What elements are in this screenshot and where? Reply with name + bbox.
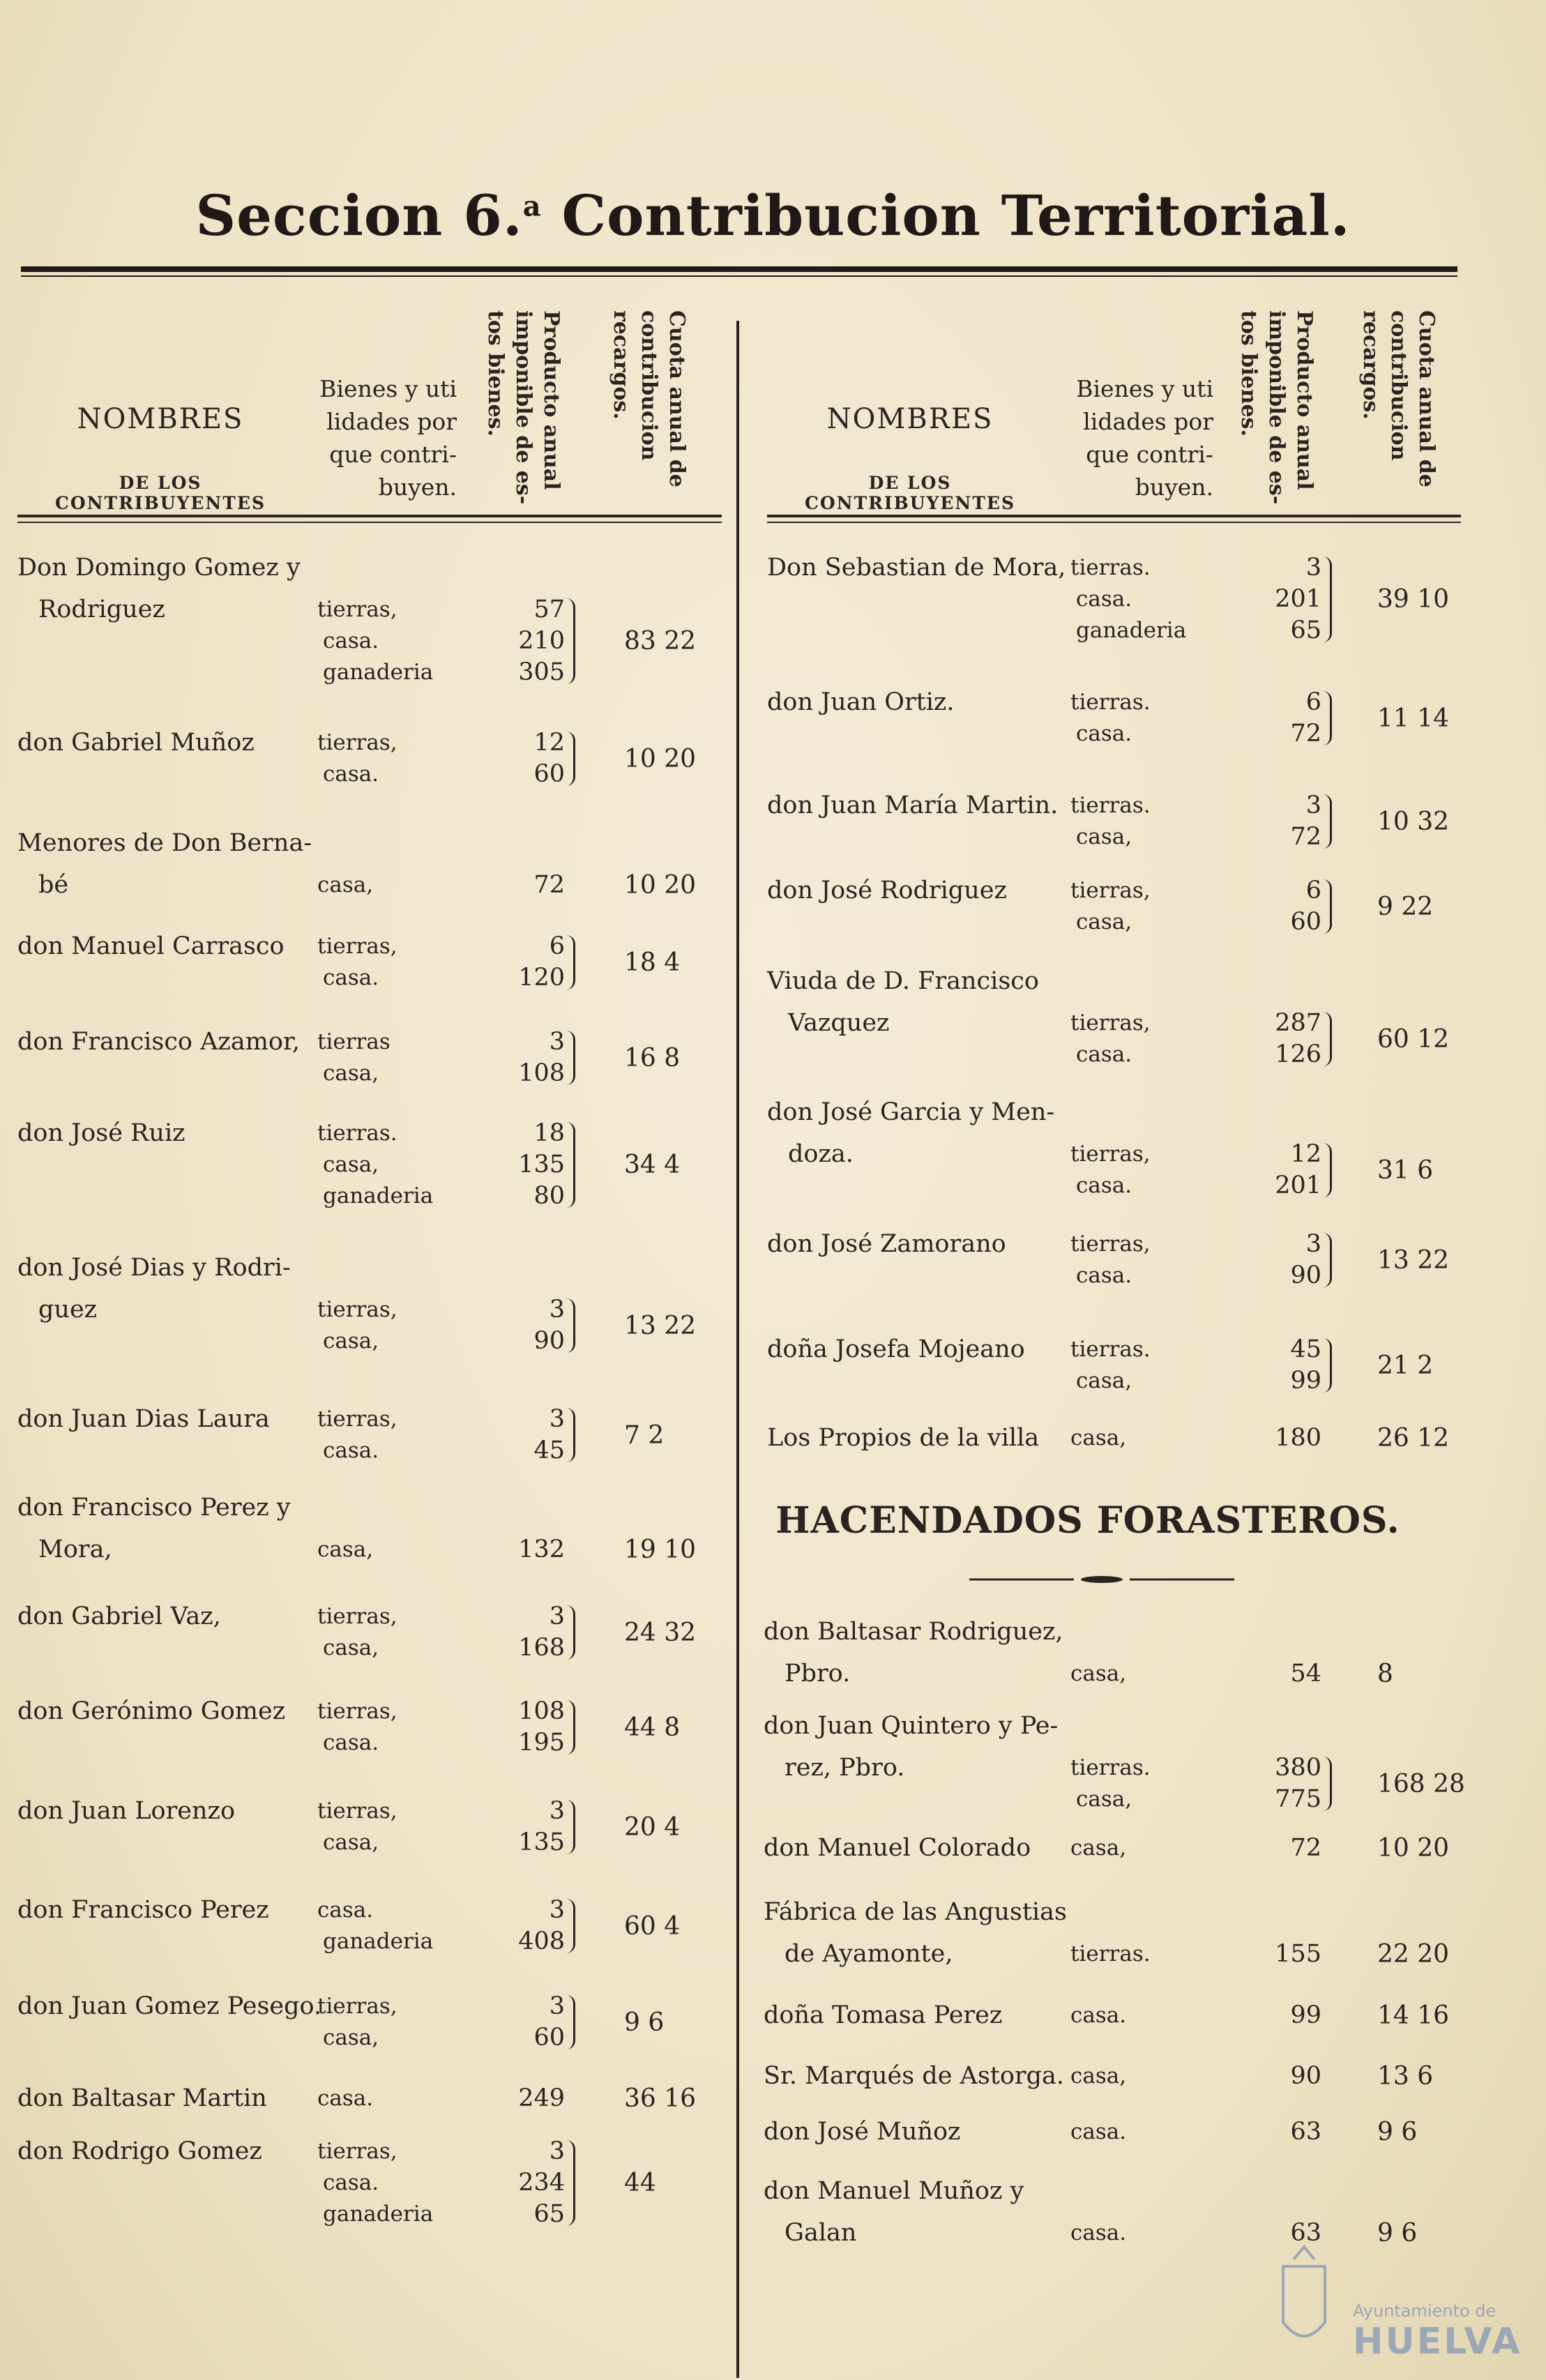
- left-entry-value: 18: [533, 1119, 565, 1147]
- right-entry-cuota: 39 10: [1377, 585, 1450, 614]
- left-entry-name: don Juan Lorenzo: [17, 1797, 236, 1825]
- right-entry-name: Vazquez: [788, 1009, 890, 1037]
- left-entry-item: casa,: [323, 1328, 379, 1354]
- left-entry-name: don Juan Dias Laura: [17, 1405, 270, 1433]
- left-entry-item: tierras,: [317, 1798, 397, 1824]
- left-entry-cuota: 7 2: [624, 1420, 665, 1450]
- right-entry-value: 72: [1290, 720, 1321, 748]
- right-entry-name: don José Zamorano: [767, 1230, 1006, 1258]
- left-entry-name: Menores de Don Berna-: [17, 829, 312, 857]
- right-entry-item: casa.: [1076, 1263, 1132, 1288]
- title-superscript: a: [522, 190, 542, 223]
- right-entry-name: Viuda de D. Francisco: [767, 967, 1039, 995]
- left-entry-value: 6: [549, 932, 565, 960]
- title-prefix: Seccion 6.: [195, 183, 523, 248]
- right-entry-value: 180: [1275, 1424, 1321, 1452]
- right-entry-value: 287: [1275, 1009, 1321, 1037]
- forastero-entry-name: don Manuel Colorado: [764, 1834, 1031, 1862]
- left-entry-name: don Francisco Perez: [17, 1896, 269, 1924]
- right-entry-value: 201: [1275, 585, 1321, 613]
- forastero-entry-name: Sr. Marqués de Astorga.: [764, 2062, 1065, 2090]
- left-entry-name: bé: [38, 871, 69, 899]
- left-entry-item: casa,: [317, 872, 374, 897]
- right-entry-value: 3: [1305, 1230, 1321, 1258]
- left-entry-name: Mora,: [38, 1536, 112, 1563]
- right-entry-cuota: 9 22: [1377, 892, 1434, 921]
- forastero-entry-value: 63: [1290, 2219, 1321, 2247]
- left-entry-value: 168: [518, 1634, 565, 1662]
- left-entry-value: 408: [518, 1927, 565, 1955]
- right-entry-item: casa.: [1076, 586, 1132, 612]
- right-entry-value: 126: [1275, 1040, 1321, 1068]
- left-entry-value: 60: [533, 2024, 565, 2052]
- header-bienes-left: Bienes y uti lidades por que contri- buyen.: [319, 375, 457, 501]
- right-entry-name: don Juan María Martin.: [767, 791, 1059, 819]
- left-entry-name: don Manuel Carrasco: [17, 932, 285, 960]
- left-entry-item: tierras,: [317, 1407, 397, 1432]
- left-entry-brace: [566, 598, 575, 684]
- title-rule-thin: [21, 275, 1457, 277]
- left-entry-name: don José Dias y Rodri-: [17, 1254, 291, 1282]
- right-entry-value: 90: [1290, 1261, 1321, 1289]
- right-entry-value: 6: [1305, 688, 1321, 716]
- left-entry-item: casa,: [323, 1061, 379, 1086]
- left-entry-item: tierras,: [317, 1297, 397, 1322]
- left-entry-value: 108: [518, 1697, 565, 1725]
- right-entry-value: 60: [1290, 908, 1321, 936]
- right-entry-item: casa.: [1076, 721, 1132, 746]
- left-entry-value: 108: [518, 1059, 565, 1087]
- left-entry-cuota: 19 10: [624, 1536, 697, 1564]
- left-entry-name: don José Ruiz: [17, 1119, 185, 1147]
- left-entry-item: casa,: [317, 1537, 374, 1562]
- left-entry-item: ganaderia: [323, 1929, 434, 1954]
- left-entry-cuota: 10 20: [624, 871, 697, 900]
- header-cuota-right: Cuota anual de contribucion recargos.: [1358, 310, 1439, 487]
- right-entry-cuota: 26 12: [1377, 1424, 1450, 1453]
- right-entry-brace: [1323, 1233, 1332, 1287]
- left-entry-name: don Francisco Azamor,: [17, 1028, 300, 1056]
- left-entry-item: casa.: [323, 1438, 379, 1463]
- forastero-entry-name: don Baltasar Rodriguez,: [764, 1618, 1063, 1646]
- forastero-entry-value: 54: [1290, 1660, 1321, 1688]
- right-entry-item: tierras,: [1070, 1010, 1151, 1036]
- title-rule: [21, 266, 1457, 272]
- forastero-entry-item: casa,: [1070, 1835, 1127, 1860]
- right-entry-cuota: 10 32: [1377, 807, 1450, 836]
- left-entry-cuota: 24 32: [624, 1618, 697, 1647]
- left-entry-name: guez: [38, 1296, 98, 1324]
- left-entry-value: 195: [518, 1729, 565, 1757]
- forastero-entry-cuota: 13 6: [1377, 2062, 1434, 2091]
- left-entry-cuota: 20 4: [624, 1812, 681, 1842]
- left-entry-name: don Gabriel Muñoz: [17, 729, 255, 757]
- left-entry-item: casa,: [323, 2025, 379, 2050]
- right-entry-value: 201: [1275, 1172, 1321, 1199]
- forastero-entry-value: 90: [1290, 2062, 1321, 2090]
- forastero-entry-cuota: 14 16: [1377, 2001, 1450, 2030]
- header-rule-right: [767, 515, 1461, 517]
- left-entry-brace: [566, 1995, 575, 2049]
- left-entry-item: tierras,: [317, 597, 397, 622]
- left-entry-cuota: 9 6: [624, 2008, 665, 2037]
- right-entry-brace: [1323, 879, 1332, 934]
- forastero-entry-item: casa,: [1076, 1787, 1132, 1812]
- forastero-entry-name: Galan: [785, 2219, 857, 2247]
- left-entry-value: 132: [518, 1536, 565, 1563]
- forastero-entry-item: tierras.: [1070, 1755, 1151, 1780]
- left-entry-value: 3: [549, 2137, 565, 2165]
- left-entry-name: don Francisco Perez y: [17, 1494, 291, 1522]
- left-entry-item: tierras: [317, 1029, 391, 1054]
- left-entry-item: casa.: [317, 2086, 374, 2111]
- right-entry-item: ganaderia: [1076, 618, 1187, 643]
- left-entry-brace: [566, 2140, 575, 2226]
- forastero-entry-value: 63: [1290, 2118, 1321, 2146]
- left-entry-name: don Rodrigo Gomez: [17, 2137, 262, 2165]
- left-entry-item: tierras,: [317, 2139, 397, 2164]
- left-entry-name: don Gerónimo Gomez: [17, 1697, 286, 1725]
- left-entry-brace: [566, 1899, 575, 1953]
- right-entry-item: tierras.: [1070, 690, 1151, 715]
- watermark-line2: HUELVA: [1353, 2321, 1522, 2363]
- forastero-entry-value: 155: [1275, 1940, 1321, 1968]
- forastero-entry-item: casa.: [1070, 2220, 1127, 2245]
- right-entry-item: tierras.: [1070, 793, 1151, 818]
- left-entry-item: ganaderia: [323, 660, 434, 685]
- left-entry-name: Rodriguez: [38, 596, 165, 623]
- forastero-entry-item: tierras.: [1070, 1941, 1151, 1966]
- right-entry-cuota: 13 22: [1377, 1245, 1450, 1275]
- left-entry-brace: [566, 1031, 575, 1085]
- right-entry-item: tierras.: [1070, 1337, 1151, 1362]
- left-entry-value: 120: [518, 964, 565, 992]
- forastero-entry-cuota: 168 28: [1377, 1769, 1465, 1798]
- forastero-entry-value: 775: [1275, 1785, 1321, 1813]
- right-entry-item: casa,: [1070, 1425, 1127, 1450]
- right-entry-item: casa,: [1076, 909, 1132, 934]
- left-entry-brace: [566, 1122, 575, 1208]
- left-entry-cuota: 16 8: [624, 1043, 681, 1072]
- left-entry-name: don Juan Gomez Pesego.: [17, 1992, 322, 2020]
- title-main: Contribucion Territorial.: [561, 183, 1351, 248]
- right-entry-value: 3: [1305, 554, 1321, 582]
- right-entry-brace: [1323, 556, 1332, 642]
- right-entry-item: casa,: [1076, 1368, 1132, 1393]
- left-entry-value: 90: [533, 1327, 565, 1355]
- left-entry-value: 72: [533, 871, 565, 899]
- right-entry-name: Los Propios de la villa: [767, 1424, 1040, 1452]
- right-entry-name: don Juan Ortiz.: [767, 688, 955, 716]
- left-entry-brace: [566, 1700, 575, 1754]
- right-entry-name: doza.: [788, 1140, 854, 1168]
- forastero-entry-cuota: 9 6: [1377, 2219, 1418, 2248]
- forastero-entry-cuota: 22 20: [1377, 1940, 1450, 1969]
- left-entry-value: 135: [518, 1151, 565, 1178]
- header-cuota-left: Cuota anual de contribucion recargos.: [609, 310, 689, 487]
- right-entry-item: tierras,: [1070, 1142, 1151, 1167]
- left-entry-brace: [566, 1800, 575, 1854]
- column-divider: [736, 321, 739, 2378]
- right-entry-brace: [1323, 1012, 1332, 1066]
- left-entry-value: 12: [533, 729, 565, 757]
- forastero-entry-item: casa,: [1070, 2063, 1127, 2089]
- forastero-entry-name: doña Tomasa Perez: [764, 2001, 1003, 2029]
- page-title: [0, 183, 1546, 248]
- left-entry-cuota: 44: [624, 2169, 656, 2197]
- forastero-entry-name: don Juan Quintero y Pe-: [764, 1712, 1059, 1740]
- right-entry-brace: [1323, 691, 1332, 745]
- left-entry-cuota: 34 4: [624, 1151, 681, 1179]
- left-entry-item: casa,: [323, 1152, 379, 1177]
- header-rule-left: [17, 515, 722, 517]
- left-entry-item: casa,: [323, 1830, 379, 1855]
- forastero-entry-value: 99: [1290, 2001, 1321, 2029]
- forastero-entry-name: Pbro.: [785, 1660, 851, 1688]
- right-entry-value: 45: [1290, 1335, 1321, 1363]
- forastero-entry-item: casa.: [1070, 2119, 1127, 2144]
- left-entry-value: 3: [549, 1602, 565, 1630]
- left-entry-value: 234: [518, 2169, 565, 2197]
- left-entry-item: casa.: [323, 2170, 379, 2195]
- right-entry-value: 99: [1290, 1367, 1321, 1395]
- forastero-entry-item: casa,: [1070, 1661, 1127, 1686]
- right-entry-cuota: 60 12: [1377, 1024, 1450, 1054]
- right-entry-brace: [1323, 1143, 1332, 1197]
- left-entry-value: 3: [549, 1296, 565, 1324]
- left-entry-item: tierras.: [317, 1121, 397, 1146]
- right-entry-value: 3: [1305, 791, 1321, 819]
- forastero-entry-name: rez, Pbro.: [785, 1754, 905, 1782]
- header-rule-left-thin: [17, 522, 722, 523]
- forastero-entry-value: 380: [1275, 1754, 1321, 1782]
- left-entry-value: 210: [518, 627, 565, 655]
- right-entry-cuota: 11 14: [1377, 704, 1450, 733]
- left-entry-value: 80: [533, 1182, 565, 1210]
- left-entry-value: 3: [549, 1992, 565, 2020]
- left-entry-item: casa,: [323, 1635, 379, 1660]
- left-entry-value: 249: [518, 2084, 565, 2112]
- forastero-entry-name: de Ayamonte,: [785, 1940, 953, 1968]
- right-entry-item: tierras,: [1070, 1231, 1151, 1257]
- right-entry-brace: [1323, 794, 1332, 849]
- left-entry-item: ganaderia: [323, 1183, 434, 1208]
- left-entry-item: casa.: [323, 628, 379, 653]
- header-producto-left: Producto anual imponible de es- tos bienes.: [483, 310, 563, 505]
- right-entry-value: 65: [1290, 616, 1321, 644]
- right-entry-cuota: 21 2: [1377, 1351, 1434, 1380]
- right-entry-name: don José Garcia y Men-: [767, 1098, 1055, 1126]
- header-rule-right-thin: [767, 522, 1461, 523]
- right-entry-item: tierras,: [1070, 878, 1151, 903]
- left-entry-cuota: 36 16: [624, 2084, 697, 2113]
- left-entry-brace: [566, 732, 575, 786]
- right-entry-item: casa.: [1076, 1042, 1132, 1067]
- header-names-right: NOMBRES: [826, 403, 994, 435]
- left-entry-item: tierras,: [317, 730, 397, 755]
- header-names-sub-right: DE LOS CONTRIBUYENTES: [805, 473, 1015, 513]
- forastero-entry-cuota: 9 6: [1377, 2118, 1418, 2146]
- left-entry-item: tierras,: [317, 934, 397, 959]
- left-entry-item: casa.: [323, 1730, 379, 1755]
- left-entry-cuota: 44 8: [624, 1713, 681, 1742]
- left-entry-value: 65: [533, 2200, 565, 2228]
- right-entry-item: casa.: [1076, 1173, 1132, 1198]
- left-entry-name: Don Domingo Gomez y: [17, 554, 301, 582]
- left-entry-item: ganaderia: [323, 2201, 434, 2227]
- watermark-line1: Ayuntamiento de: [1353, 2301, 1496, 2321]
- forastero-entry-name: don José Muñoz: [764, 2118, 961, 2146]
- forastero-entry-brace: [1323, 1757, 1332, 1811]
- right-entry-value: 6: [1305, 877, 1321, 904]
- left-entry-item: tierras,: [317, 1604, 397, 1629]
- forastero-entry-name: Fábrica de las Angustias: [764, 1898, 1067, 1926]
- left-entry-item: casa.: [323, 761, 379, 787]
- left-entry-cuota: 18 4: [624, 948, 681, 977]
- left-entry-value: 60: [533, 760, 565, 788]
- section-heading-forasteros: HACENDADOS FORASTEROS.: [775, 1499, 1400, 1542]
- left-entry-cuota: 83 22: [624, 627, 697, 655]
- ornament-divider: [969, 1575, 1234, 1584]
- left-entry-value: 305: [518, 658, 565, 686]
- right-entry-value: 12: [1290, 1140, 1321, 1168]
- left-entry-name: don Gabriel Vaz,: [17, 1602, 221, 1630]
- left-entry-item: casa.: [323, 965, 379, 990]
- left-entry-cuota: 13 22: [624, 1311, 697, 1340]
- left-entry-cuota: 10 20: [624, 744, 697, 773]
- forastero-entry-item: casa.: [1070, 2003, 1127, 2028]
- left-entry-brace: [566, 1298, 575, 1353]
- left-entry-value: 3: [549, 1405, 565, 1433]
- left-entry-value: 3: [549, 1028, 565, 1056]
- header-names-left: NOMBRES: [77, 403, 244, 435]
- right-entry-cuota: 31 6: [1377, 1155, 1434, 1185]
- right-entry-item: tierras.: [1070, 555, 1151, 580]
- left-entry-brace: [566, 1408, 575, 1462]
- left-entry-item: tierras,: [317, 1699, 397, 1724]
- right-entry-name: doña Josefa Mojeano: [767, 1335, 1025, 1363]
- forastero-entry-value: 72: [1290, 1834, 1321, 1862]
- forastero-entry-name: don Manuel Muñoz y: [764, 2177, 1024, 2205]
- left-entry-item: casa.: [317, 1897, 374, 1923]
- left-entry-brace: [566, 935, 575, 990]
- left-entry-brace: [566, 1605, 575, 1660]
- right-entry-value: 72: [1290, 823, 1321, 851]
- right-entry-name: don José Rodriguez: [767, 877, 1007, 904]
- left-entry-item: tierras,: [317, 1994, 397, 2019]
- header-bienes-right: Bienes y uti lidades por que contri- buyen.: [1076, 375, 1213, 501]
- left-entry-name: don Baltasar Martin: [17, 2084, 267, 2112]
- left-entry-value: 57: [533, 596, 565, 623]
- left-entry-value: 3: [549, 1896, 565, 1924]
- header-producto-right: Producto anual imponible de es- tos bienes.: [1236, 310, 1317, 505]
- left-entry-value: 45: [533, 1437, 565, 1464]
- right-entry-brace: [1323, 1338, 1332, 1393]
- left-entry-value: 135: [518, 1828, 565, 1856]
- left-entry-cuota: 60 4: [624, 1911, 681, 1941]
- right-entry-name: Don Sebastian de Mora,: [767, 554, 1066, 582]
- left-entry-value: 3: [549, 1797, 565, 1825]
- forastero-entry-cuota: 8: [1377, 1660, 1393, 1688]
- right-entry-item: casa,: [1076, 824, 1132, 849]
- forastero-entry-cuota: 10 20: [1377, 1834, 1450, 1863]
- header-names-sub-left: DE LOS CONTRIBUYENTES: [55, 473, 266, 513]
